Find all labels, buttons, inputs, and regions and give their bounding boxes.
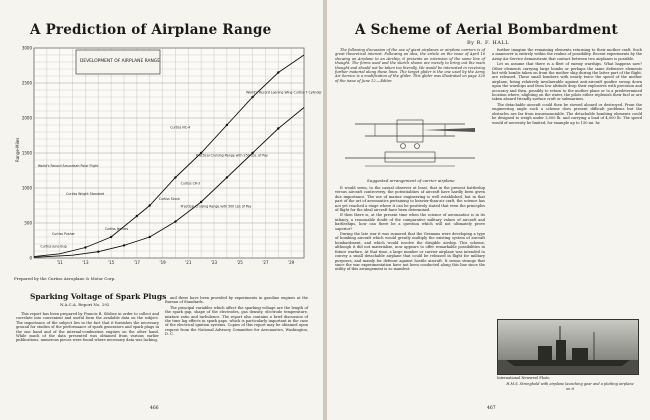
x-tick-label: '11 — [56, 260, 63, 265]
chart-annotation: Practical Cruising Range with 250 Lbs. of Pay — [196, 153, 268, 158]
right-column-2 — [492, 48, 642, 316]
series-point — [174, 176, 176, 178]
paragraph: further imagine the remaining elements returning to their mother craft. Such a maneuver is entirely within the realms of possibility. Recent experiments by the Army Air Service demonstrate that contact between two airplanes is possible. — [492, 48, 642, 61]
series-point — [149, 204, 151, 206]
paragraph: The detachable aircraft could then be stowed aboard or destroyed. From the engineering angle such a scheme does present difficult problems but the obstacles are far from insurmountable. The detachable bombing elements could be designed to weigh under 3,000 lb. and carrying a load of 4,000 lb. The speed would of necessity be limited, for example up to 150 mi. hr. — [492, 102, 642, 125]
warship-photo — [497, 319, 639, 375]
chart-annotation: Curtiss NC-4 — [170, 125, 191, 130]
x-tick-label: '17 — [133, 260, 140, 265]
paragraph: Let us assume that there is a fleet of enemy warships. What happens now? Other elements carrying large bombs or perhaps the same defensive elements but with bombs taken on from the mother ship during the latter part of the flight, are released. These small bombers with nearly twice the speed of the mother airplane, being relatively invulnerable against anti-aircraft gunfire swoop down upon the warships and from low altitude drop their explosives with precision and accuracy and then, possibly to return to the mother plane or to a predetermined location where, alighting on the water, the pilots either replenish their fuel or are taken aboard friendly surface craft or submarines. — [492, 62, 642, 102]
right-column-1 — [335, 186, 485, 400]
x-tick-label: '29 — [288, 260, 295, 265]
chart-x-ticks — [57, 260, 295, 265]
section-byline: N.A.C.A. Report No. 292 — [60, 302, 110, 307]
photo-credit: International Newsreel Photo — [497, 376, 550, 380]
y-tick-label: 500 — [24, 220, 32, 226]
series-point — [226, 124, 228, 126]
warship-silhouette — [498, 320, 638, 374]
paragraph: and these have been provided by experiments in gasoline engines at the Bureau of Standards. — [165, 296, 308, 305]
chart-ylabel: Range-Miles — [15, 137, 20, 162]
chart-annotation: World's Record Loening Wing Curtiss 7 Cylinder — [246, 90, 322, 95]
byline: By R. F. HALL — [467, 40, 510, 46]
chart-annotation: Curtiss CR-3 — [180, 181, 201, 186]
series-point — [277, 127, 279, 129]
carrier-airplane-illustration — [335, 106, 485, 176]
left-column-2 — [165, 296, 308, 402]
series-point — [251, 96, 253, 98]
editor-intro — [335, 48, 485, 104]
x-tick-label: '13 — [82, 260, 89, 265]
paragraph: This report has been prepared by Francis B. Silsbee in order to collect and correlate into convenient and useful form the available data on the subject. The importance of the subject lies in the fact that it furnishes the necessary ground for studies of the performance of spark generators and spark plugs in the one hand and of the internal-combustion engines on the other hand. While much of the data presented was obtained from various earlier publications, numerous pieces were found where necessary data was lacking, — [16, 312, 159, 343]
series-point — [136, 215, 138, 217]
x-tick-label: '21 — [185, 260, 192, 265]
y-tick-label: 3000 — [21, 45, 32, 51]
chart-annotation: Curtiss Pusher — [52, 231, 75, 236]
y-tick-label: 2500 — [21, 80, 32, 86]
right-page-title: A Scheme of Aerial Bombardment — [355, 22, 618, 38]
series-point — [226, 176, 228, 178]
x-tick-label: '19 — [159, 260, 166, 265]
x-tick-label: '27 — [262, 260, 269, 265]
chart-caption: Prepared by the Curtiss Aeroplane & Motor Corp. — [14, 276, 116, 281]
paragraph: It would seem, to the casual observer at least, that in the present battleship versus aircraft controversy, the potentialities of aircraft have hardly been given due importance. The use of marine engineering is well established, but in that part of the art of aeronautics pertaining to heavier-than-air craft, the science has not yet reached a stage where it can be positively stated that even the principles of flight for the ideal aircraft have been determined. — [335, 186, 485, 213]
chart-annotation: Curtiss June Bug — [40, 244, 67, 249]
paragraph: The following discussion of the use of giant airplanes or airplane carriers is of great theoretical interest. Following an idea, the article on the issue of April 16 showing an Airplane to an Airship, it presents an extension of the same line of thought. The forms used and the sketch shown are merely to bring out the main thought and should not be taken too literally. We would be interested in receiving further material along these lines. The target glider is the one used by the Army Air Service is a modification of the glider. This glider was illustrated on page 320 of the issue of June 12.—Editor. — [335, 48, 485, 83]
page-number: 467 — [487, 406, 496, 411]
y-tick-label: 0 — [29, 255, 32, 261]
x-tick-label: '25 — [236, 260, 243, 265]
page-number: 466 — [150, 406, 159, 411]
left-column-1 — [16, 312, 159, 402]
left-page-title: A Prediction of Airplane Range — [30, 22, 272, 38]
paragraph: During the late war it was rumored that the Germans were developing a type of bombing aircraft which would greatly multiply the existing system of aircraft bombardment, and which would involve the dirigible airship. This scheme, although it did not materialize, now appears to offer remarkable possibilities in future warfare. At that time, a large number or carrier airplane was intended to convey a small detachable airplane that could be released in flight for military purposes, and mainly for defense against hostile aircraft. It seems strange that since the war experimentation have not been conducted along this line since the utility of this arrangement is so manifest. — [335, 232, 485, 272]
series-point — [277, 71, 279, 73]
series-point — [123, 244, 125, 246]
series-point — [97, 251, 99, 253]
y-tick-label: 2000 — [21, 115, 32, 121]
chart-annotation: Curtiss Scout — [158, 196, 180, 201]
chart-annotation: Curtiss Wright Standard — [66, 192, 105, 196]
illustration-caption: Suggested arrangement of carrier airplane — [367, 178, 455, 183]
series-point — [149, 236, 151, 238]
chart-title: DEVELOPMENT OF AIRPLANE RANGE — [80, 59, 160, 64]
left-page — [0, 0, 323, 420]
y-tick-label: 1000 — [21, 185, 32, 191]
chart-annotation: Practical Cruising Range with 500 Lbs of Pay — [180, 204, 252, 209]
series-point — [200, 201, 202, 203]
y-tick-label: 1500 — [21, 150, 32, 156]
chart-y-ticks — [22, 45, 33, 260]
paragraph: The principal variables which affect the sparking voltage are the length of the spark gap, shape of the electrodes, gas density, electrode temperature, mixture ratio and turbulence. The report also contains a brief discussion of the time lag effects in spark gaps, which is particularly important in the case of the electrical ignition systems. Copies of this report may be obtained upon request from the National Advisory Committee for Aeronautics, Washington, D. C. — [165, 305, 308, 337]
photo-caption: H.M.S. Stronghold with airplane launching gear and a plotting airplane on it — [506, 382, 634, 391]
x-tick-label: '15 — [108, 260, 115, 265]
series-point — [110, 236, 112, 238]
x-tick-label: '23 — [210, 260, 218, 265]
range-chart — [12, 44, 322, 272]
chart-annotation: World's Record Amundsen Polar Flight — [37, 164, 99, 168]
series-point — [174, 220, 176, 222]
right-page — [327, 0, 650, 420]
paragraph: If then there is, at the present time when the science of aeronautics is in its infancy, a reasonable doubt of the comparative military values of aircraft and battleships, how can there be a question which will not ultimately prove superior? — [335, 213, 485, 231]
chart-annotation: Curtiss Jennies — [104, 227, 129, 231]
series-point — [84, 246, 86, 248]
section-title: Sparking Voltage of Spark Plugs — [30, 292, 167, 301]
